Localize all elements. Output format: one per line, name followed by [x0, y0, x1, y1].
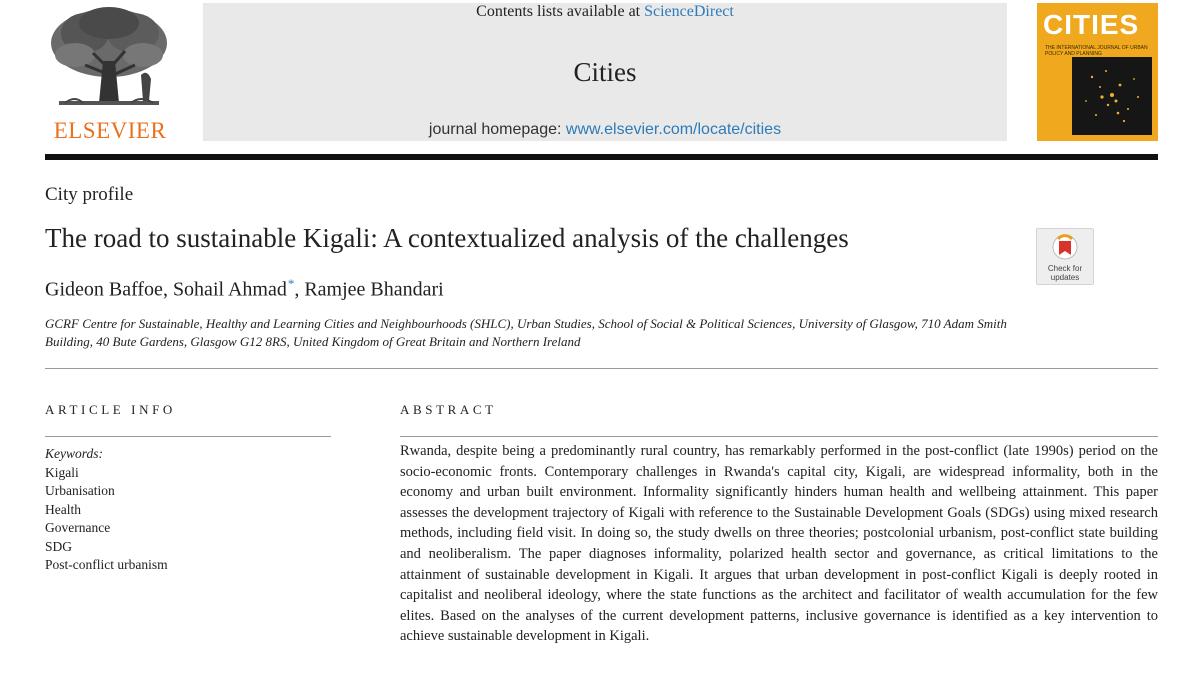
author-name[interactable]: Gideon Baffoe: [45, 278, 163, 301]
keyword-item: Post-conflict urbanism: [45, 557, 168, 573]
cover-subtitle: THE INTERNATIONAL JOURNAL OF URBAN POLICY AND PLANNING: [1045, 45, 1148, 57]
keyword-item: Health: [45, 501, 81, 517]
section-divider: [45, 368, 1158, 369]
cover-night-city-image: [1072, 57, 1152, 135]
author-name[interactable]: Ramjee Bhandari: [304, 278, 444, 301]
check-for-updates-button[interactable]: [1036, 228, 1094, 285]
keyword-item: Kigali: [45, 465, 79, 480]
corresponding-author-mark[interactable]: *: [287, 276, 295, 291]
keyword-item: Urbanisation: [45, 483, 115, 499]
author-separator: ,: [294, 278, 305, 301]
author-separator: ,: [162, 278, 173, 301]
journal-masthead: [203, 3, 1007, 141]
contents-prefix: Contents lists available at: [476, 3, 645, 20]
article-info-heading: ARTICLE INFO: [45, 402, 176, 417]
contents-line: [203, 3, 1007, 21]
article-info-divider: [45, 436, 331, 437]
cover-title: CITIES: [1043, 9, 1140, 40]
keywords-list: [45, 464, 168, 574]
check-for-updates-label: Check for updates: [1047, 264, 1083, 282]
journal-homepage-link[interactable]: www.elsevier.com/locate/cities: [565, 121, 782, 138]
abstract-divider: [400, 436, 1158, 437]
homepage-line: [203, 121, 1007, 139]
keywords-label: Keywords:: [45, 446, 103, 461]
abstract-body: Rwanda, despite being a predominantly rural country, has remarkably performed in the post-conflict (late 1990s) period on the socio-economic fronts. Contemporary challenges in Rwanda's capital city, Kigali, are widespread informality, both in the economy and urban built environment. Informality significantly hinders human health and wellbeing attainment. This paper assesses the development trajectory of Kigali with reference to the Sustainable Development Goals (SDGs) using mixed research methods, including field visit. In doing so, the study dwells on three theories; postcolonial urbanism, post-conflict state building and neoliberalism. The paper diagnoses informality, polarized health sector and governance, as critical limitations to the attainment of sustainable development in Kigali. It argues that urban development in post-conflict Kigali is deeply rooted in capitalist and neoliberal ideology, where the state functions as the architect and facilitator of wealth accumulation for the few elites. Based on the analyses of the current development patterns, inclusive governance is identified as a key intervention to achieve sustainable development in Kigali.: [400, 443, 1158, 645]
keyword-item: SDG: [45, 538, 73, 554]
homepage-prefix: journal homepage:: [428, 121, 566, 138]
author-name[interactable]: Sohail Ahmad: [172, 278, 287, 301]
article-type: City profile: [45, 184, 134, 205]
abstract-heading: ABSTRACT: [400, 402, 497, 417]
publisher-name: ELSEVIER: [53, 118, 167, 143]
bookmark-icon: [1051, 233, 1079, 263]
header-divider: [45, 154, 1158, 160]
author-list: [45, 276, 444, 302]
author-affiliation: GCRF Centre for Sustainable, Healthy and Learning Cities and Neighbourhoods (SHLC), Urban Studies, School of Social & Political Sciences, University of Glasgow, 710 Adam Smith Building, 40 Bute Gardens, Glasgow G12 8RS, United Kingdom of Great Britain and Northern Ireland: [45, 316, 1007, 349]
journal-cover-image: [1037, 3, 1158, 141]
article-title: The road to sustainable Kigali: A contextualized analysis of the challenges: [45, 223, 849, 253]
journal-title: Cities: [573, 57, 637, 87]
keyword-item: Governance: [45, 520, 111, 536]
sciencedirect-link[interactable]: ScienceDirect: [644, 3, 734, 20]
